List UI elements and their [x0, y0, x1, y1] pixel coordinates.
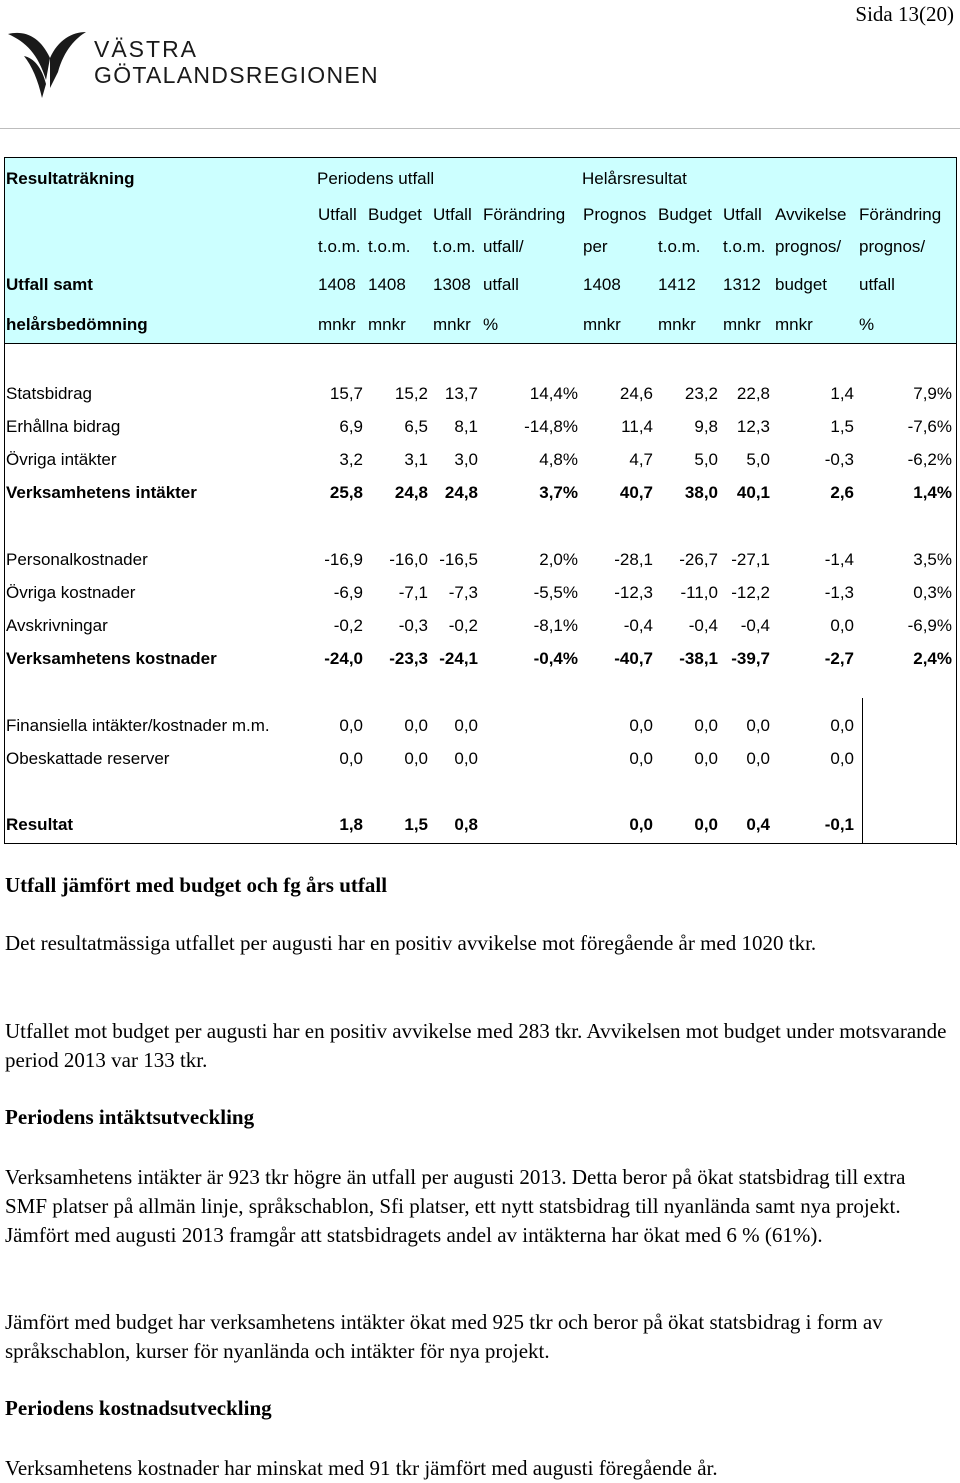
- table-cell: -0,1: [824, 815, 854, 834]
- table-cell: -0,4: [688, 616, 718, 635]
- table-cell: 3,1: [404, 450, 428, 469]
- logo-mark-icon: [6, 28, 88, 100]
- region-logo: [6, 24, 386, 108]
- table-cell: 3,2: [339, 450, 363, 469]
- table-title: Resultaträkning: [6, 169, 135, 188]
- table-cell: 22,8: [736, 384, 770, 403]
- paragraph-4: Jämfört med budget har verksamhetens intäkter ökat med 925 tkr och beror på ökat statsbidrag i form av språkschablon, kurser för nyanlända och intäkter för nya projekt.: [5, 1310, 883, 1363]
- table-cell: -0,2: [333, 616, 363, 635]
- paragraph-1: Det resultatmässiga utfallet per augusti har en positiv avvikelse mot föregående år med 1020 tkr.: [5, 931, 817, 955]
- table-cell: -2,7: [824, 649, 854, 668]
- table-cell: 0,8: [454, 815, 478, 834]
- table-cell: 0,0: [404, 749, 428, 768]
- table-cell: 0,0: [694, 716, 718, 735]
- column-header: 1408: [583, 275, 621, 294]
- table-cell: 0,3%: [913, 583, 952, 602]
- table-cell: -0,4%: [533, 649, 578, 668]
- table-cell: 9,8: [694, 417, 718, 436]
- heading-utfall-jamfort: Utfall jämfört med budget och fg års utfall: [5, 873, 388, 897]
- column-header: 1412: [658, 275, 696, 294]
- table-cell: 0,0: [694, 815, 718, 834]
- column-header: %: [859, 315, 875, 334]
- column-header: mnkr: [318, 315, 356, 334]
- column-header: mnkr: [583, 315, 621, 334]
- table-cell: 24,6: [619, 384, 653, 403]
- table-cell: 1,5: [830, 417, 854, 436]
- table-cell: 3,7%: [539, 483, 578, 502]
- table-cell: -0,3: [398, 616, 428, 635]
- table-cell: 0,0: [629, 815, 653, 834]
- column-header: Avvikelse: [775, 205, 847, 224]
- table-grid-line: [862, 698, 863, 844]
- table-cell: -6,2%: [907, 450, 952, 469]
- column-header: t.o.m.: [723, 237, 766, 256]
- table-cell: 15,7: [329, 384, 363, 403]
- table-cell: 4,7: [629, 450, 653, 469]
- column-header: mnkr: [775, 315, 813, 334]
- table-cell: 0,0: [694, 749, 718, 768]
- row-label: Erhållna bidrag: [6, 417, 121, 436]
- table-cell: 6,9: [339, 417, 363, 436]
- table-cell: 15,2: [394, 384, 428, 403]
- table-cell: 5,0: [746, 450, 770, 469]
- table-cell: -0,3: [824, 450, 854, 469]
- header-divider: [0, 128, 960, 129]
- column-header: Utfall: [318, 205, 357, 224]
- table-cell: -7,6%: [907, 417, 952, 436]
- table-cell: -1,4: [824, 550, 854, 569]
- table-cell: 40,1: [736, 483, 770, 502]
- table-cell: -16,0: [389, 550, 428, 569]
- table-cell: -26,7: [679, 550, 718, 569]
- column-header: prognos/: [859, 237, 926, 256]
- row-label: Statsbidrag: [6, 384, 92, 403]
- column-header: t.o.m.: [433, 237, 476, 256]
- table-cell: -6,9: [333, 583, 363, 602]
- column-header: utfall: [483, 275, 519, 294]
- table-cell: 0,0: [339, 716, 363, 735]
- table-cell: -7,1: [398, 583, 428, 602]
- group-helarsresultat: Helårsresultat: [582, 169, 687, 188]
- table-cell: 13,7: [444, 384, 478, 403]
- row-label: Övriga intäkter: [6, 450, 117, 469]
- column-header: Förändring: [483, 205, 566, 224]
- table-cell: 0,0: [454, 716, 478, 735]
- table-cell: 1,8: [339, 815, 363, 834]
- table-cell: -6,9%: [907, 616, 952, 635]
- table-cell: -0,4: [623, 616, 653, 635]
- table-cell: 0,0: [454, 749, 478, 768]
- table-cell: 0,0: [629, 749, 653, 768]
- table-cell: 3,0: [454, 450, 478, 469]
- paragraph-5: Verksamhetens kostnader har minskat med 91 tkr jämfört med augusti föregående år.: [5, 1456, 718, 1480]
- table-cell: 24,8: [444, 483, 478, 502]
- table-cell: -1,3: [824, 583, 854, 602]
- table-cell: 38,0: [684, 483, 718, 502]
- table-cell: 1,4: [830, 384, 854, 403]
- page-number: Sida 13(20): [855, 2, 954, 26]
- table-cell: 8,1: [454, 417, 478, 436]
- logo-text-line1: VÄSTRA: [94, 36, 199, 62]
- table-grid-line: [956, 158, 957, 845]
- row-label: Resultat: [6, 815, 74, 834]
- table-cell: -16,5: [439, 550, 478, 569]
- column-header: mnkr: [433, 315, 471, 334]
- row-label: Verksamhetens intäkter: [6, 483, 197, 502]
- table-cell: 0,0: [746, 716, 770, 735]
- row-label: Övriga kostnader: [6, 583, 136, 602]
- table-cell: 40,7: [619, 483, 653, 502]
- table-cell: -40,7: [614, 649, 653, 668]
- heading-intaktsutveckling: Periodens intäktsutveckling: [5, 1105, 255, 1129]
- table-cell: 2,6: [830, 483, 854, 502]
- column-header: Budget: [658, 205, 712, 224]
- table-cell: 11,4: [621, 417, 653, 436]
- table-cell: 3,5%: [913, 550, 952, 569]
- table-cell: -39,7: [731, 649, 770, 668]
- table-cell: 12,3: [736, 417, 770, 436]
- table-cell: 1,5: [404, 815, 428, 834]
- table-cell: -12,2: [731, 583, 770, 602]
- table-cell: -5,5%: [533, 583, 578, 602]
- column-header: mnkr: [658, 315, 696, 334]
- column-header: t.o.m.: [368, 237, 411, 256]
- table-cell: 0,0: [746, 749, 770, 768]
- heading-kostnadsutveckling: Periodens kostnadsutveckling: [5, 1396, 272, 1420]
- row-label: Verksamhetens kostnader: [6, 649, 217, 668]
- table-cell: 1,4%: [913, 483, 952, 502]
- table-cell: 0,4: [746, 815, 770, 834]
- table-cell: 24,8: [394, 483, 428, 502]
- group-periodens-utfall: Periodens utfall: [317, 169, 435, 188]
- income-statement-table: [4, 157, 957, 844]
- paragraph-2: Utfallet mot budget per augusti har en positiv avvikelse med 283 tkr. Avvikelsen mot budget under motsvarande period 2013 var 133 tkr.: [5, 1019, 947, 1072]
- table-cell: 0,0: [629, 716, 653, 735]
- column-header: utfall/: [483, 237, 524, 256]
- row-label-helarsbedomning: helårsbedömning: [6, 315, 148, 334]
- column-header: 1312: [723, 275, 761, 294]
- table-cell: 0,0: [830, 616, 854, 635]
- column-header: Förändring: [859, 205, 942, 224]
- table-cell: 5,0: [694, 450, 718, 469]
- column-header: Utfall: [723, 205, 762, 224]
- column-header: mnkr: [723, 315, 761, 334]
- table-cell: -27,1: [731, 550, 770, 569]
- row-label: Finansiella intäkter/kostnader m.m.: [6, 716, 270, 735]
- column-header: budget: [775, 275, 827, 294]
- column-header: Budget: [368, 205, 422, 224]
- table-cell: -16,9: [324, 550, 363, 569]
- table-cell: 0,0: [404, 716, 428, 735]
- table-cell: -8,1%: [533, 616, 578, 635]
- table-cell: 7,9%: [913, 384, 952, 403]
- column-header: %: [483, 315, 499, 334]
- table-cell: -24,1: [439, 649, 478, 668]
- paragraph-3: Verksamhetens intäkter är 923 tkr högre än utfall per augusti 2013. Detta beror på ökat statsbidrag till extra SMF platser på allmän linje, språkschablon, Sfi platser, ett nytt statsbidrag till nyanlända samt nya projekt. Jämfört med augusti 2013 framgår att statsbidragets andel av intäkterna har ökat med 6 % (61%).: [5, 1165, 906, 1247]
- table-cell: 0,0: [339, 749, 363, 768]
- column-header: Utfall: [433, 205, 472, 224]
- column-header: Prognos: [583, 205, 647, 224]
- table-cell: -23,3: [389, 649, 428, 668]
- column-header: 1308: [433, 275, 471, 294]
- table-cell: -12,3: [614, 583, 653, 602]
- table-cell: 0,0: [830, 749, 854, 768]
- column-header: utfall: [859, 275, 895, 294]
- column-header: prognos/: [775, 237, 842, 256]
- table-cell: -0,4: [740, 616, 770, 635]
- column-header: per: [583, 237, 608, 256]
- column-header: t.o.m.: [318, 237, 361, 256]
- table-cell: -11,0: [680, 583, 718, 602]
- table-cell: 4,8%: [539, 450, 578, 469]
- table-cell: -14,8%: [524, 417, 578, 436]
- row-label: Avskrivningar: [6, 616, 108, 635]
- table-cell: -24,0: [324, 649, 363, 668]
- table-cell: 2,0%: [539, 550, 578, 569]
- row-label: Obeskattade reserver: [6, 749, 170, 768]
- column-header: mnkr: [368, 315, 406, 334]
- table-cell: 2,4%: [913, 649, 952, 668]
- column-header: 1408: [368, 275, 406, 294]
- table-cell: -0,2: [448, 616, 478, 635]
- logo-text-line2: GÖTALANDSREGIONEN: [94, 62, 379, 88]
- table-cell: -38,1: [679, 649, 718, 668]
- table-cell: 6,5: [404, 417, 428, 436]
- column-header: 1408: [318, 275, 356, 294]
- table-cell: 25,8: [329, 483, 363, 502]
- table-cell: -7,3: [448, 583, 478, 602]
- row-label: Personalkostnader: [6, 550, 148, 569]
- table-cell: -28,1: [614, 550, 653, 569]
- table-cell: 0,0: [830, 716, 854, 735]
- table-cell: 23,2: [684, 384, 718, 403]
- column-header: t.o.m.: [658, 237, 701, 256]
- table-cell: 14,4%: [529, 384, 578, 403]
- row-label-utfall-samt: Utfall samt: [6, 275, 93, 294]
